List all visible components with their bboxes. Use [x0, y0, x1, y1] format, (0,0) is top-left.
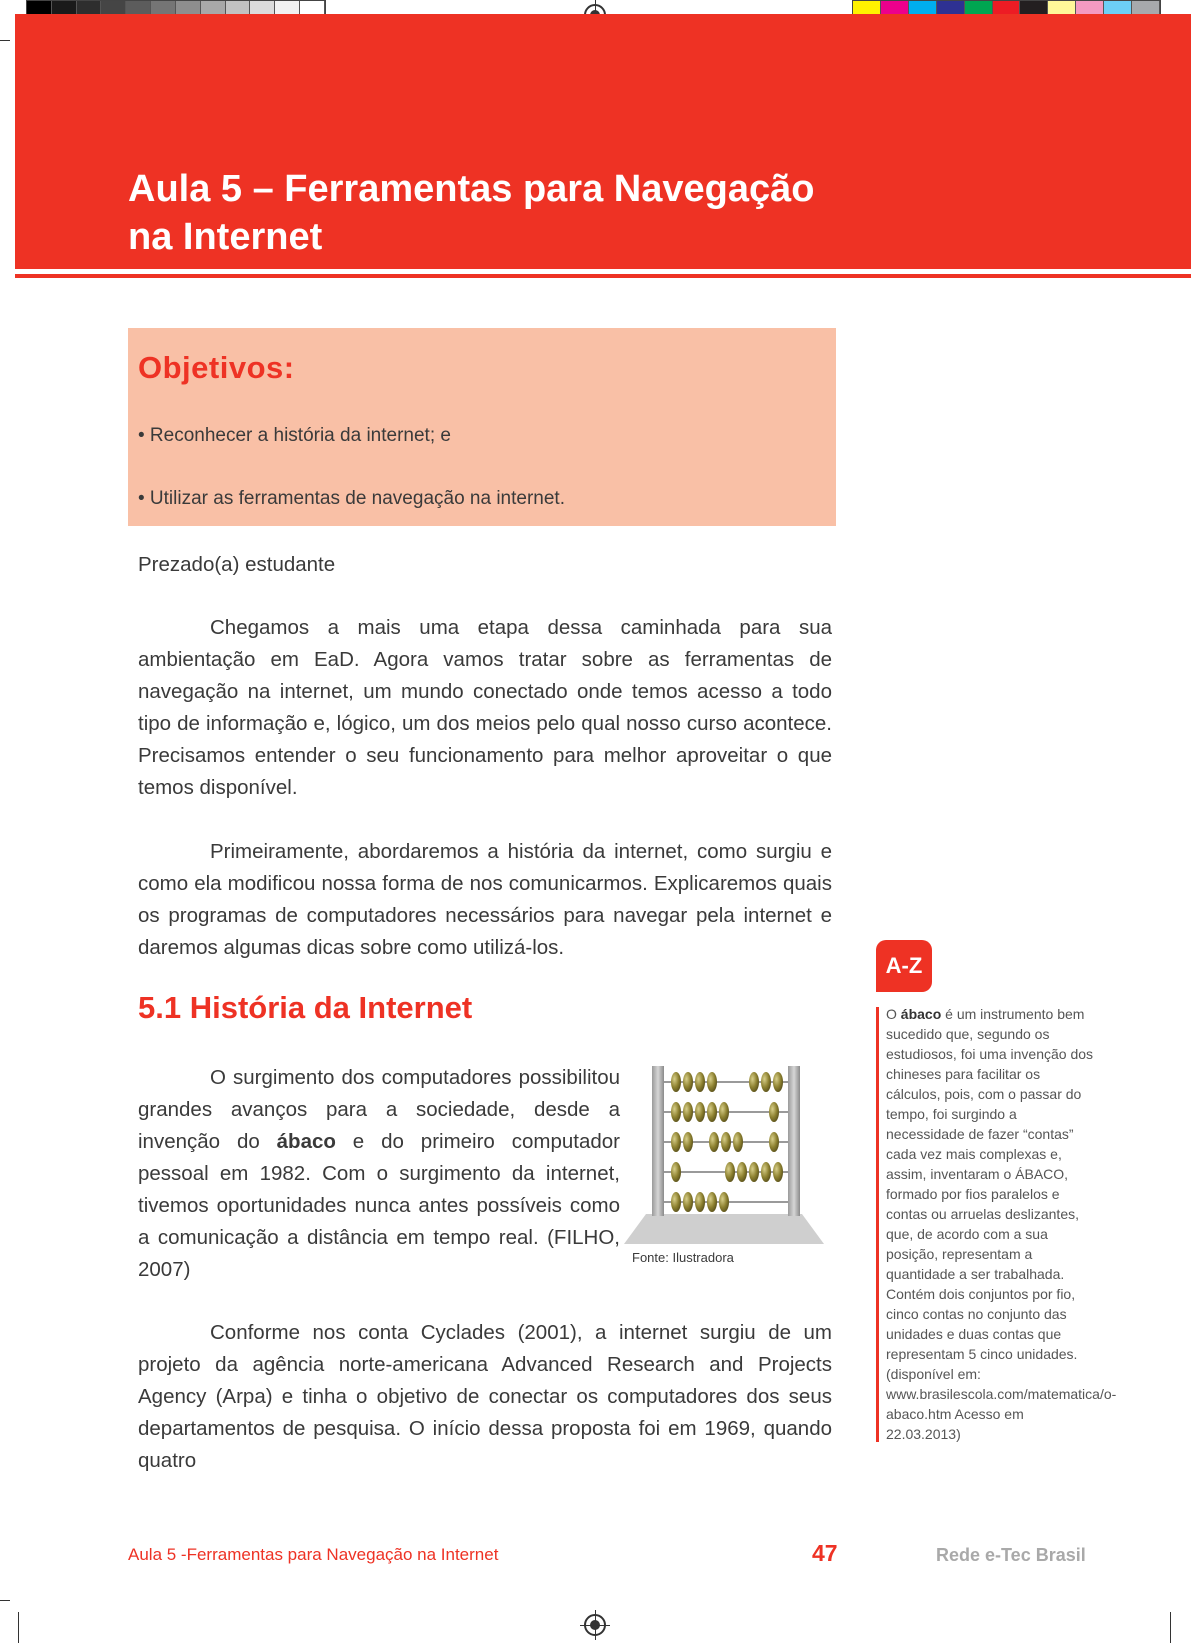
history-text-end: e do primeiro computador pessoal em 1982. Com o surgimento da internet, tivemos oportunidades nunca antes possíveis como a comunicação a distância em tempo real. (FILHO, 2007)	[138, 1130, 620, 1281]
lesson-title-line1: Aula 5 – Ferramentas para Navegação	[128, 168, 815, 210]
history-text-start: O surgimento dos computadores possibilitou grandes avanços para a sociedade, desde a invenção do	[138, 1066, 620, 1153]
header-rule	[15, 274, 1191, 278]
history-paragraph	[138, 1062, 620, 1286]
trim-mark	[0, 1600, 10, 1601]
glossary-rule	[876, 1007, 879, 1442]
abacus-illustration	[624, 1064, 824, 1244]
lesson-title	[128, 165, 848, 261]
arpa-paragraph: Conforme nos conta Cyclades (2001), a internet surgiu de um projeto da agência norte-americana Advanced Research and Projects Agency (Arpa) e tinha o objetivo de conectar os computadores dos seus departamentos de pesquisa. O início dessa proposta foi em 1969, quando quatro	[138, 1321, 832, 1472]
section-title: 5.1 História da Internet	[138, 990, 473, 1025]
glossary-lead: O	[886, 1006, 901, 1022]
figure-caption: Fonte: Ilustradora	[632, 1250, 734, 1265]
trim-mark	[0, 40, 10, 41]
page-number: 47	[812, 1540, 838, 1566]
greeting: Prezado(a) estudante	[138, 553, 336, 576]
glossary-entry	[886, 1004, 1117, 1444]
footer-lesson-title: Aula 5 -Ferramentas para Navegação na Internet	[128, 1545, 499, 1564]
trim-mark	[1170, 1612, 1171, 1643]
glossary-definition: é um instrumento bem sucedido que, segundo os estudiosos, foi uma invenção dos chineses para facilitar os cálculos, pois, com o passar do tempo, foi surgindo a necessidade de fazer “contas” cada vez mais complexas e, assim, inventaram o ÁBACO, formado por fios paralelos e contas ou arruelas deslizantes, que, de acordo com a sua posição, representam a quantidade a ser trabalhada. Contém dois conjuntos por fio, cinco contas no conjunto das unidades e duas contas que representam 5 cinco unidades. (disponível em: www.brasilescola.com/matematica/o-abaco.htm Acesso em 22.03.2013)	[886, 1006, 1117, 1442]
overview-paragraph: Primeiramente, abordaremos a história da internet, como surgiu e como ela modificou nossa forma de nos comunicarmos. Explicaremos quais os programas de computadores necessários para navegar pela internet e daremos algumas dicas sobre como utilizá-los.	[138, 840, 832, 959]
abaco-term: ábaco	[276, 1130, 336, 1153]
registration-mark-icon	[584, 1614, 606, 1636]
lesson-title-line2: na Internet	[128, 216, 323, 258]
glossary-term: ábaco	[900, 1006, 942, 1022]
objectives-title: Objetivos:	[138, 350, 295, 385]
glossary-badge: A-Z	[876, 940, 932, 992]
footer-brand: Rede e-Tec Brasil	[936, 1545, 1086, 1565]
intro-paragraph: Chegamos a mais uma etapa dessa caminhada para sua ambientação em EaD. Agora vamos tratar sobre as ferramentas de navegação na internet, um mundo conectado onde temos acesso a todo tipo de informação e, lógico, um dos meios pelo qual nosso curso acontece. Precisamos entender o seu funcionamento para melhor aproveitar o que temos disponível.	[138, 616, 832, 799]
objective-item: • Reconhecer a história da internet; e	[138, 425, 451, 446]
objective-item: • Utilizar as ferramentas de navegação na internet.	[138, 488, 565, 509]
abacus-icon	[624, 1064, 824, 1244]
trim-mark	[18, 1612, 19, 1643]
